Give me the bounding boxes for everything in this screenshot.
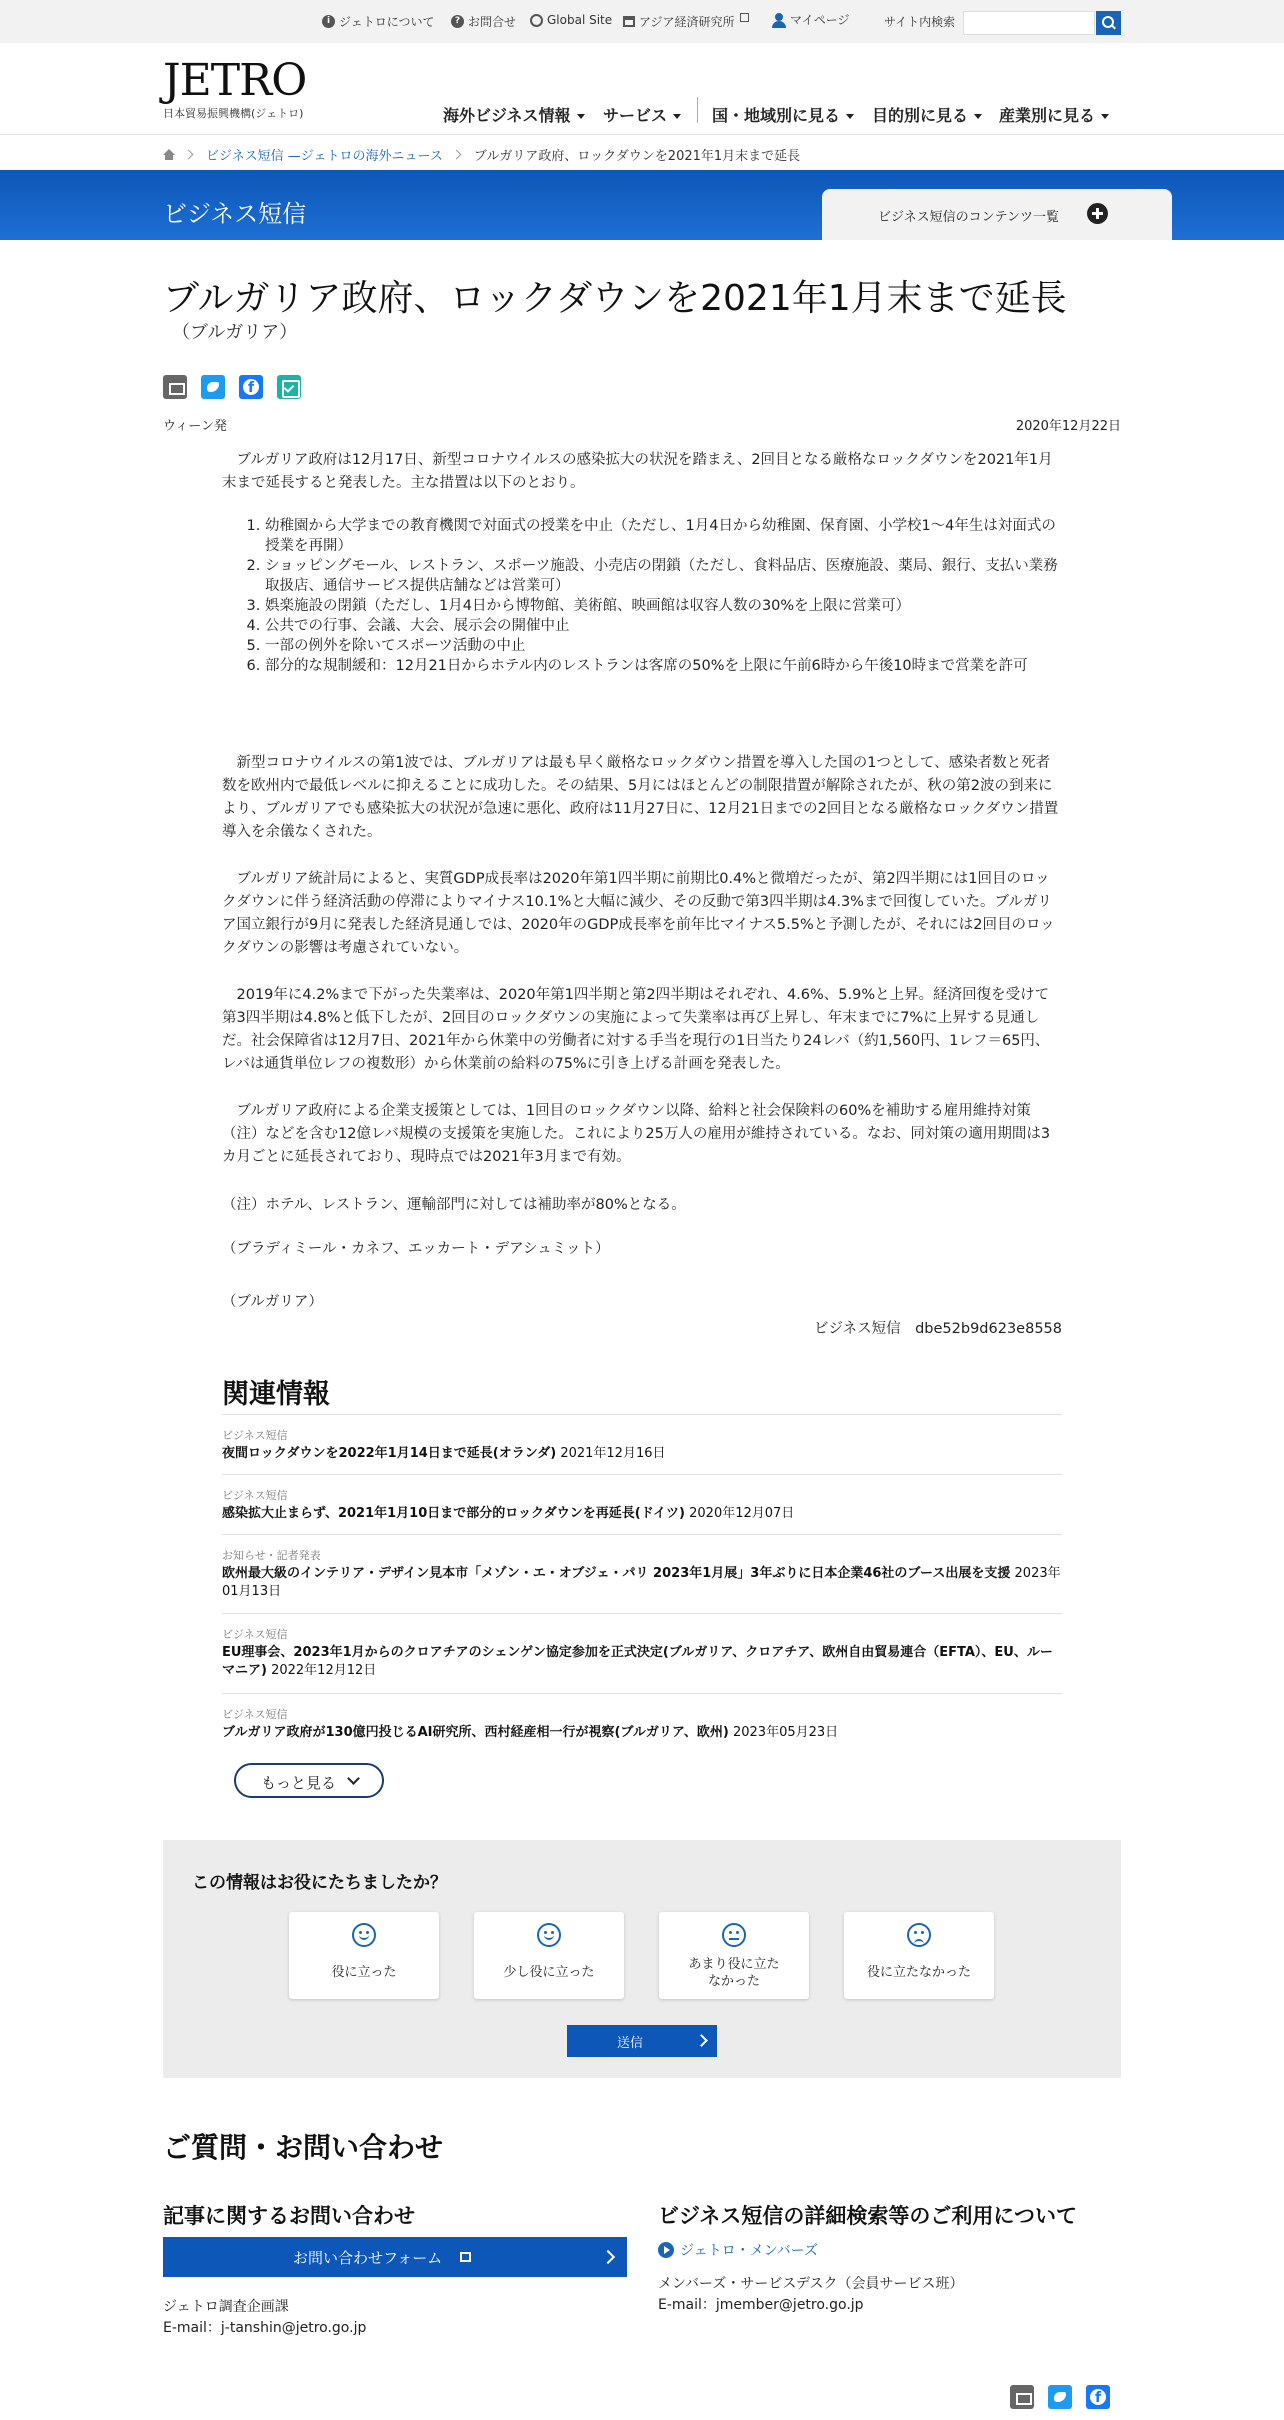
measures-list [245, 516, 1065, 676]
bookmark-icon[interactable] [277, 375, 301, 399]
contents-list-tab[interactable] [822, 189, 1172, 240]
related-title: 関連情報 [222, 1379, 330, 1410]
related-date: 2023年05月23日 [732, 1725, 839, 1740]
twitter-icon[interactable] [1048, 2385, 1072, 2409]
new-window-icon [460, 2252, 471, 2262]
related-item[interactable] [222, 1693, 1062, 1742]
mypage-link[interactable]: マイページ [772, 11, 850, 28]
contents-list-label: ビジネス短信のコンテンツ一覧 [878, 210, 1059, 225]
submit-button[interactable]: 送信 [567, 2025, 717, 2057]
feedback-not-helpful[interactable]: 役に立たなかった [844, 1912, 994, 1999]
related-category: お知らせ・記者発表 [222, 1549, 321, 1562]
logo-subtitle: 日本貿易振興機構(ジェトロ) [163, 107, 304, 120]
chevron-right-icon [184, 150, 194, 160]
contact-link[interactable]: ? お問合せ [451, 13, 516, 30]
external-link-icon [740, 13, 749, 22]
nav-by-industry[interactable]: 産業別に見る [999, 103, 1109, 126]
header-divider [0, 134, 1284, 135]
article-inquiry-heading: 記事に関するお問い合わせ [163, 2204, 415, 2228]
question-icon: ? [451, 15, 464, 28]
list-item: 4. 公共での行事、会議、大会、展示会の開催中止 [265, 616, 1065, 636]
article-paragraph: 新型コロナウイルスの第1波では、ブルガリアは最も早く厳格なロックダウン措置を導入した国の1つとして、感染者数と死者数を欧州内で最低レベルに抑えることに成功した。その結果、5月にはほとんどの制限措置が解除されたが、秋の第2波の到来により、ブルガリアでも感染拡大の状況が急速に悪化、政府は11月27日に、12月21日までの2回目となる厳格なロックダウン措置導入を余儀なくされた。 [222, 755, 1059, 840]
list-item: 3. 娯楽施設の閉鎖（ただし、1月4日から博物館、美術館、映画館は収容人数の30%を上限に営業可） [265, 596, 1065, 616]
jetro-logo[interactable] [163, 55, 323, 121]
smile-icon [537, 1923, 561, 1947]
search-button[interactable] [1096, 11, 1121, 35]
breadcrumb-current: ブルガリア政府、ロックダウンを2021年1月末まで延長 [473, 149, 801, 164]
related-category: ビジネス短信 [222, 1708, 288, 1721]
caret-down-icon [577, 114, 585, 119]
feedback-helpful[interactable]: 役に立った [289, 1912, 439, 1999]
contact-dept: ジェトロ調査企画課 [163, 2299, 289, 2315]
article-authors: （ブラディミール・カネフ、エッカート・デアシュミット） [222, 1241, 610, 1257]
feedback-question: この情報はお役にたちましたか？ [192, 1873, 447, 1893]
caret-down-icon [1101, 114, 1109, 119]
caret-down-icon [673, 114, 681, 119]
user-icon [772, 13, 786, 27]
publish-date: 2020年12月22日 [1015, 419, 1121, 434]
chevron-right-icon [451, 150, 461, 160]
chevron-down-icon [347, 1772, 360, 1785]
info-icon: i [322, 15, 335, 28]
plus-circle-icon [1087, 203, 1108, 224]
list-item: 1. 幼稚園から大学までの教育機関で対面式の授業を中止（ただし、1月4日から幼稚園、保育園、小学校1～4年生は対面式の授業を再開） [265, 516, 1065, 556]
article-paragraph: ブルガリア政府による企業支援策としては、1回目のロックダウン以降、給料と社会保険料の60%を補助する雇用維持対策（注）などを含む12億レバ規模の支援策を実施した。これにより25万人の雇用が維持されている。なお、同対策の適用期間は3カ月ごとに延長されており、現時点では2021年3月まで有効。 [222, 1103, 1051, 1165]
site-search-label: サイト内検索 [884, 15, 956, 29]
chevron-right-icon [601, 2250, 615, 2264]
list-item: 5. 一部の例外を除いてスポーツ活動の中止 [265, 636, 1065, 656]
article-region: （ブルガリア） [222, 1294, 323, 1310]
related-category: ビジネス短信 [222, 1628, 288, 1641]
site-search-input[interactable] [963, 11, 1095, 35]
print-icon[interactable] [1010, 2385, 1034, 2409]
feedback-somewhat-helpful[interactable]: 少し役に立った [474, 1912, 624, 1999]
facebook-icon[interactable] [1086, 2385, 1110, 2409]
more-button[interactable]: もっと見る [234, 1763, 384, 1798]
feedback-not-very-helpful[interactable]: あまり役に立た なかった [659, 1912, 809, 1999]
sad-face-icon [907, 1923, 931, 1947]
article-country: （ブルガリア） [172, 322, 298, 343]
nav-overseas-business[interactable]: 海外ビジネス情報 [443, 103, 585, 126]
related-headline: 欧州最大級のインテリア・デザイン見本市「メゾン・エ・オブジェ・パリ 2023年1月展」3年ぶりに日本企業46社のブース出展を支援 [222, 1566, 1011, 1581]
detailed-search-heading: ビジネス短信の詳細検索等のご利用について [658, 2204, 1077, 2228]
play-circle-icon [658, 2242, 674, 2258]
article-note: （注）ホテル、レストラン、運輸部門に対しては補助率が80%となる。 [222, 1197, 686, 1213]
global-site-link[interactable]: Global Site [530, 13, 612, 27]
article-paragraph: 2019年に4.2%まで下がった失業率は、2020年第1四半期と第2四半期はそれぞれ、4.6%、5.9%と上昇。経済回復を受けて第3四半期は4.8%と低下したが、2回目のロックダウンの実施によって失業率は再び上昇し、年末までに7%に上昇する見通しだ。社会保障省は12月7日、2021年から休業中の労働者に対する手当を現行の1日当たり24レバ（約1,560円、1レフ＝65円、レバは通貨単位レフの複数形）から休業前の給料の75%に引き上げる計画を発表した。 [222, 987, 1050, 1072]
home-icon[interactable] [163, 149, 175, 160]
nav-by-region[interactable]: 国・地域別に見る [712, 103, 854, 126]
chevron-right-icon [695, 2034, 708, 2047]
related-item[interactable] [222, 1534, 1062, 1601]
article-id: ビジネス短信 dbe52b9d623e8558 [814, 1321, 1062, 1337]
related-item[interactable] [222, 1414, 1062, 1463]
list-item: 6. 部分的な規制緩和：12月21日からホテル内のレストランは客席の50%を上限に午前6時から午後10時まで営業を許可 [265, 656, 1065, 676]
article-paragraph: ブルガリア統計局によると、実質GDP成長率は2020年第1四半期に前期比0.4%と微増だったが、第2四半期には1回目のロックダウンに伴う経済活動の停滞によりマイナス10.1%と大幅に減少、その反動で第3四半期は4.3%まで回復していた。ブルガリア国立銀行が9月に発表した経済見通しでは、2020年のGDP成長率を前年比マイナス5.5%と予測したが、それには2回目のロックダウンの影響は考慮されていない。 [222, 871, 1055, 956]
nav-by-purpose[interactable]: 目的別に見る [872, 103, 982, 126]
member-desk: メンバーズ・サービスデスク（会員サービス班） [658, 2276, 964, 2292]
about-link[interactable]: i ジェトロについて [322, 13, 435, 30]
caret-down-icon [974, 114, 982, 119]
related-headline: EU理事会、2023年1月からのクロアチアのシェンゲン協定参加を正式決定(ブルガリア、クロアチア、欧州自由貿易連合（EFTA）、EU、ルーマニア) [222, 1645, 1053, 1678]
dateline: ウィーン発 [163, 419, 227, 434]
member-email: E-mail：jmember@jetro.go.jp [658, 2297, 864, 2313]
caret-down-icon [846, 114, 854, 119]
related-date: 2020年12月07日 [689, 1506, 795, 1521]
related-headline: 感染拡大止まらず、2021年1月10日まで部分的ロックダウンを再延長(ドイツ) [222, 1506, 685, 1521]
contact-dept-email: E-mail：j-tanshin@jetro.go.jp [163, 2320, 367, 2336]
nav-services[interactable]: サービス [603, 103, 681, 126]
twitter-icon[interactable] [201, 375, 225, 399]
members-link[interactable]: ジェトロ・メンバーズ [658, 2240, 818, 2260]
section-title: ビジネス短信 [163, 200, 307, 228]
related-item[interactable] [222, 1474, 1062, 1523]
related-date: 2022年12月12日 [271, 1663, 377, 1678]
ide-link[interactable]: アジア経済研究所 [623, 13, 749, 30]
contact-title: ご質問・お問い合わせ [163, 2131, 444, 2164]
inquiry-form-button[interactable]: お問い合わせフォーム [163, 2237, 627, 2277]
smile-icon [352, 1923, 376, 1947]
globe-icon [530, 14, 543, 27]
related-category: ビジネス短信 [222, 1429, 288, 1442]
facebook-icon[interactable] [239, 375, 263, 399]
neutral-face-icon [722, 1923, 746, 1947]
list-item: 2. ショッピングモール、レストラン、スポーツ施設、小売店の閉鎖（ただし、食料品店、医療施設、薬局、銀行、支払い業務取扱店、通信サービス提供店舗などは営業可） [265, 556, 1065, 596]
article-intro: ブルガリア政府は12月17日、新型コロナウイルスの感染拡大の状況を踏まえ、2回目となる厳格なロックダウンを2021年1月末まで延長すると発表した。主な措置は以下のとおり。 [222, 452, 1053, 491]
print-icon[interactable] [163, 375, 187, 399]
nav-separator [697, 97, 698, 123]
related-date: 2021年12月16日 [560, 1446, 666, 1461]
related-item[interactable] [222, 1613, 1062, 1680]
related-headline: ブルガリア政府が130億円投じるAI研究所、西村経産相一行が視察(ブルガリア、欧州) [222, 1725, 729, 1740]
breadcrumb [163, 145, 800, 164]
related-headline: 夜間ロックダウンを2022年1月14日まで延長(オランダ) [222, 1446, 557, 1461]
article-title: ブルガリア政府、ロックダウンを2021年1月末まで延長 [163, 278, 1067, 319]
building-icon [623, 16, 635, 27]
related-date: 2023年01月13日 [222, 1566, 1061, 1599]
related-category: ビジネス短信 [222, 1489, 288, 1502]
logo-mark: JETRO [163, 55, 307, 106]
breadcrumb-section[interactable]: ビジネス短信 —ジェトロの海外ニュース [206, 149, 443, 164]
